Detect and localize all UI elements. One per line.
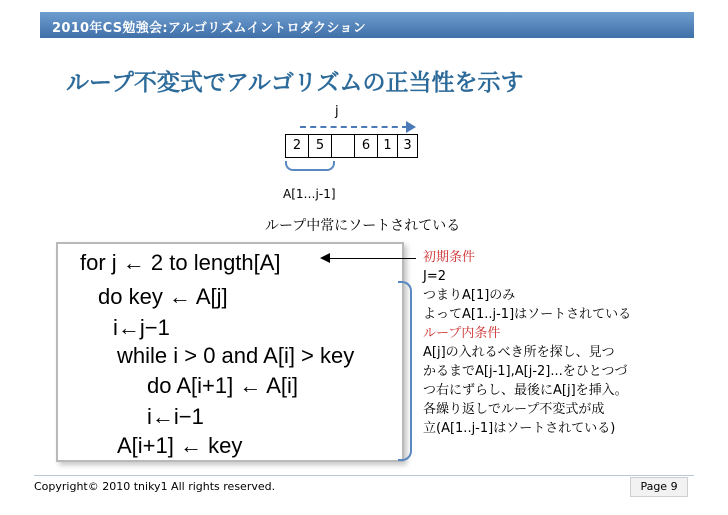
code-line: do key ← A[j]: [98, 284, 228, 309]
init-line: つまりA[1]のみ: [423, 288, 516, 303]
code-line: while i > 0 and A[i] > key: [117, 343, 355, 368]
pointer-arrow-line: [326, 258, 416, 259]
code-line: i←i−1: [147, 404, 204, 429]
loop-line: 立(A[1..j-1]はソートされている): [423, 421, 616, 436]
j-arrow-line: [300, 126, 408, 128]
loop-line: 各繰り返しでループ不変式が成: [423, 402, 605, 417]
code-line: do A[i+1] ← A[i]: [147, 373, 299, 398]
code-line: for j ← 2 to length[A]: [80, 250, 281, 275]
loop-line: A[j]の入れるべき所を探し、見つ: [423, 345, 615, 360]
init-heading: 初期条件: [423, 250, 476, 265]
subarray-label: A[1…j-1]: [283, 187, 336, 201]
notes-panel: [423, 248, 631, 438]
loop-note: ループ中常にソートされている: [265, 218, 461, 234]
loop-heading: ループ内条件: [423, 326, 501, 341]
header-bar: [40, 12, 694, 38]
array-cell: 3: [397, 134, 418, 158]
pointer-arrow-head-icon: [320, 253, 330, 263]
array-cell: 5: [308, 134, 332, 158]
header-text: 2010年CS勉強会:アルゴリズムイントロダクション: [52, 21, 367, 36]
copyright: Copyright© 2010 tniky1 All rights reserved.: [34, 480, 276, 493]
array-cell: 2: [285, 134, 309, 158]
slide-title: ループ不変式でアルゴリズムの正当性を示す: [66, 70, 524, 96]
array-cell: 6: [354, 134, 378, 158]
page-number: Page 9: [630, 477, 688, 497]
code-line: i←j−1: [113, 315, 170, 340]
init-line: J=2: [423, 269, 446, 284]
loop-line: つ右にずらし、最後にA[j]を挿入。: [423, 383, 628, 398]
footer-divider: [34, 475, 694, 476]
loop-line: かるまでA[j-1],A[j-2]...をひとつづ: [423, 364, 628, 379]
array-cell: [331, 134, 355, 158]
loop-body-brace-icon: [398, 281, 412, 461]
j-label: j: [335, 104, 339, 119]
j-arrow-head-icon: [406, 121, 416, 133]
init-line: よってA[1..j-1]はソートされている: [423, 307, 632, 322]
code-line: A[i+1] ← key: [117, 433, 243, 458]
array-cell: 1: [377, 134, 398, 158]
subarray-brace-icon: [285, 161, 335, 171]
